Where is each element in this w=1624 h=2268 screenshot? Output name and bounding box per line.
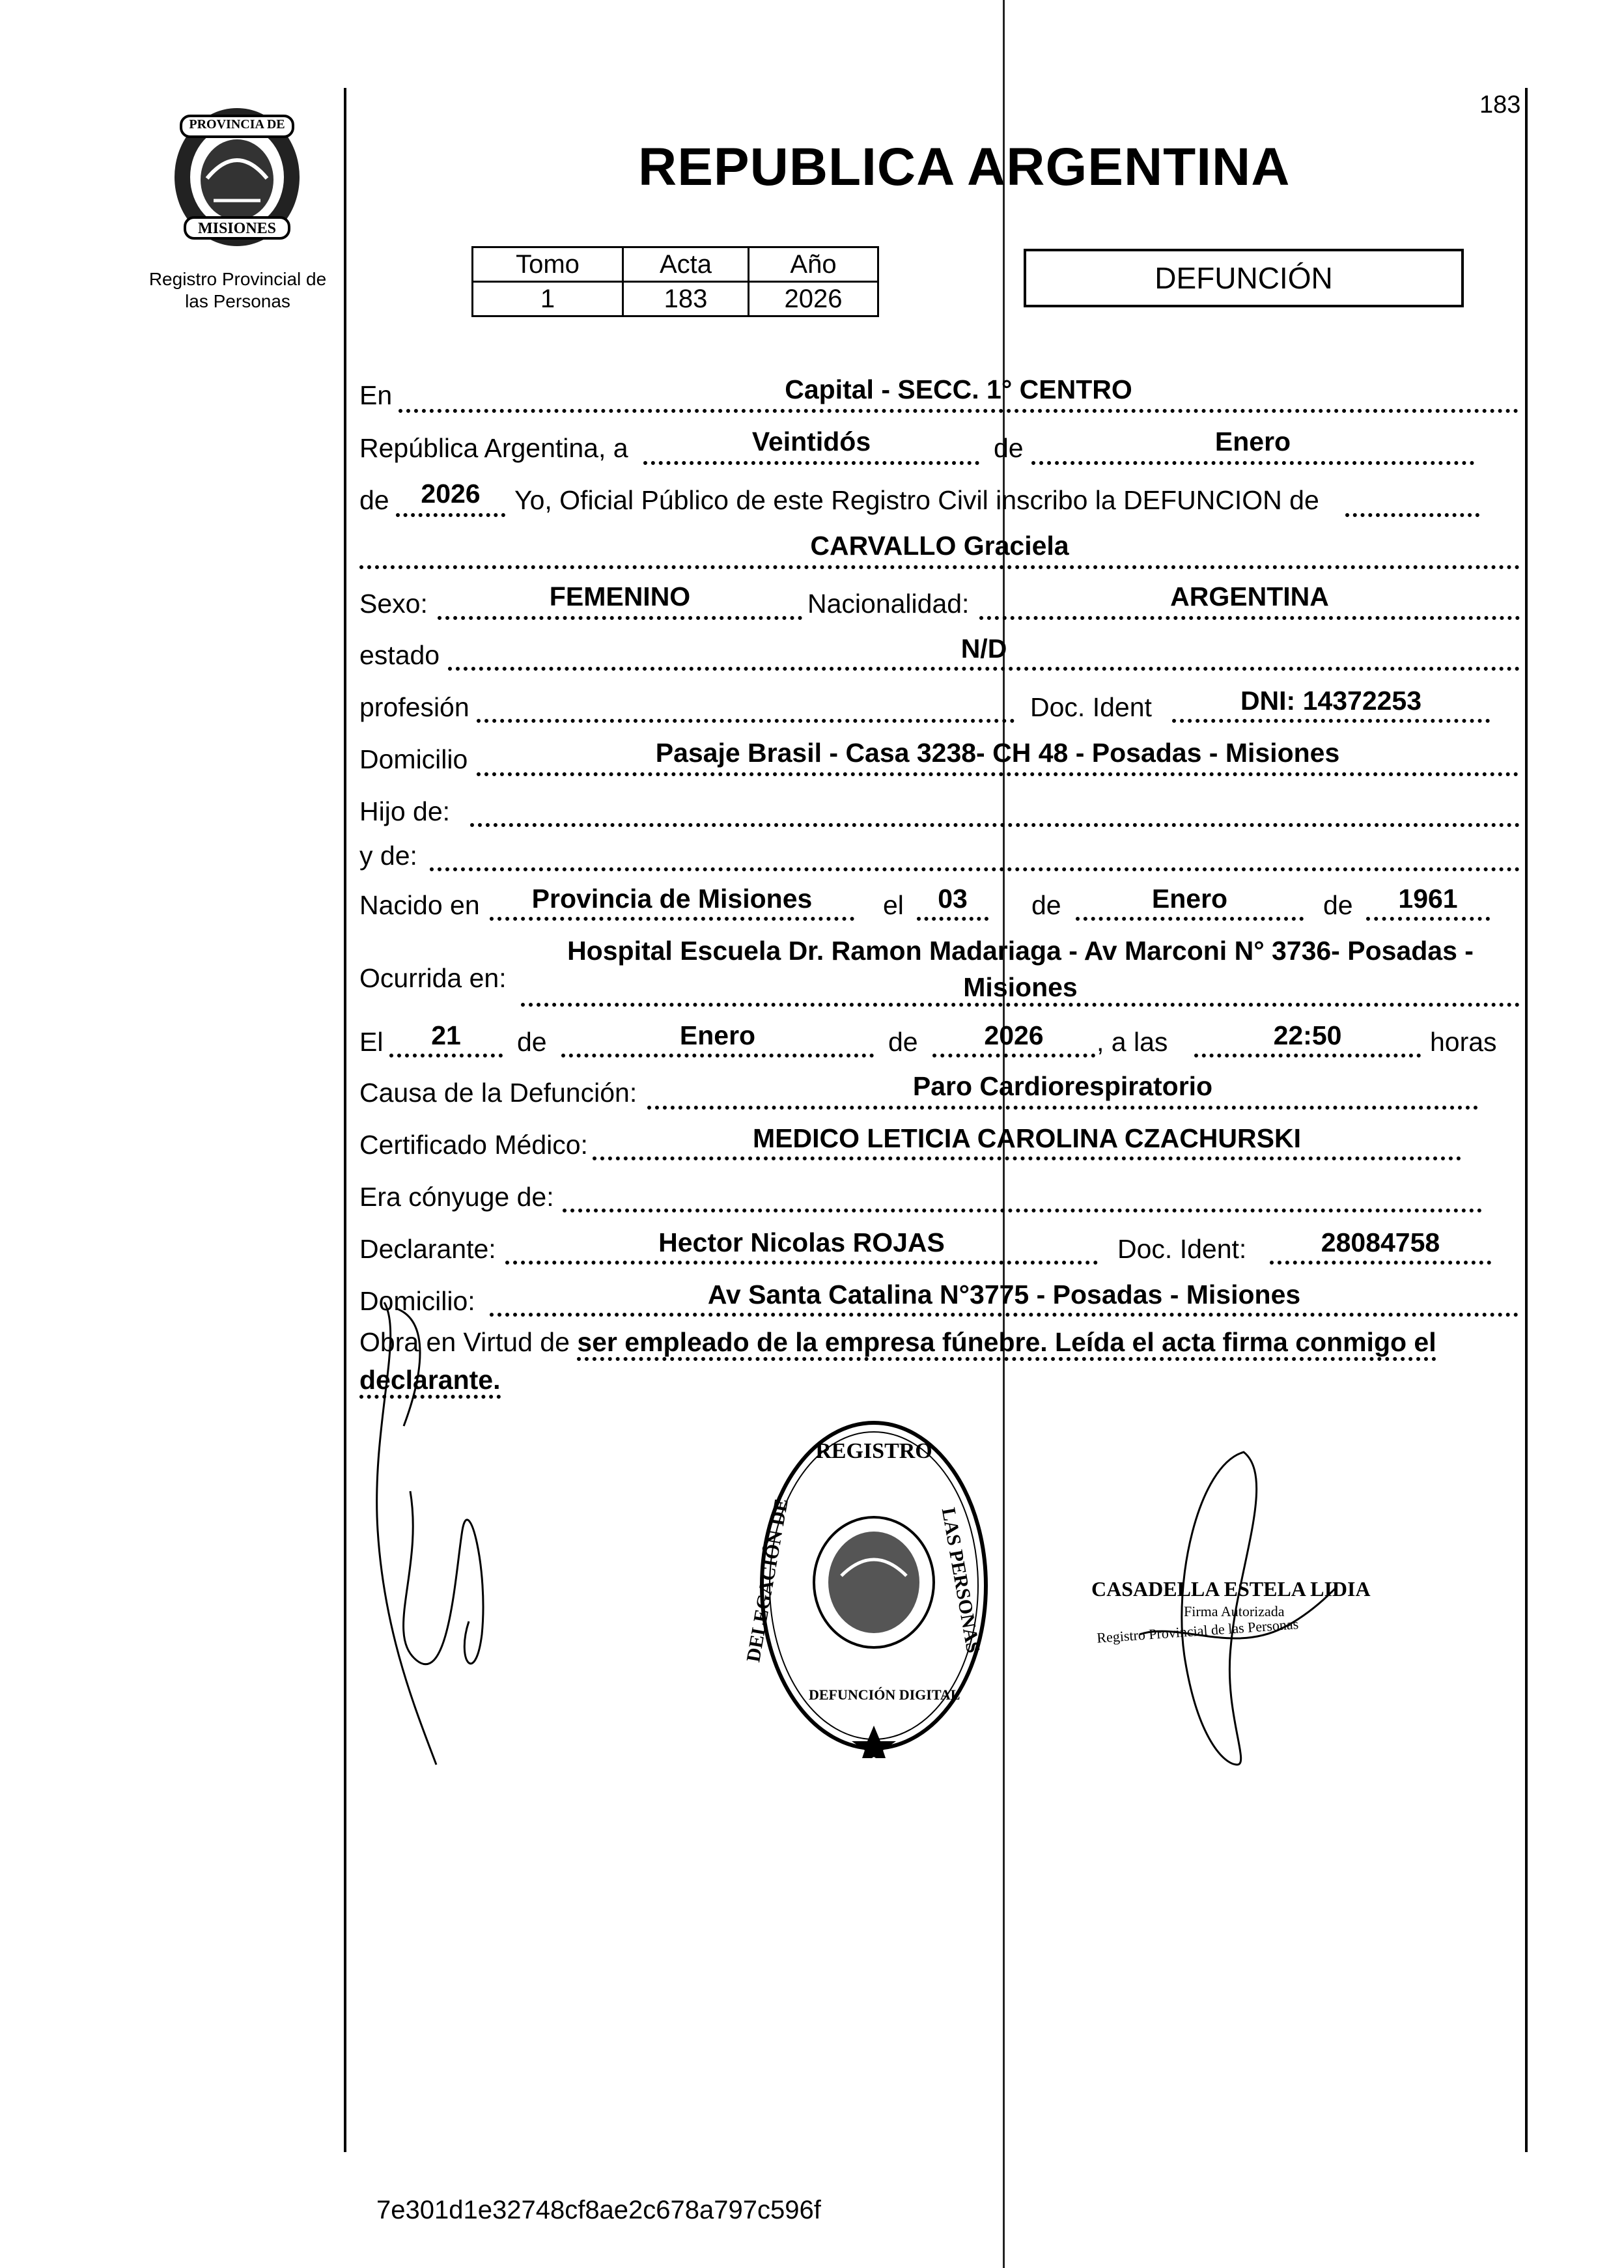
doc-ident-dots [1172,719,1490,723]
birth-month-dots [1076,917,1304,921]
nacido-value: Provincia de Misiones [531,884,813,914]
de-label-1: de [994,433,1024,463]
sexo-label: Sexo: [359,589,428,619]
ocurrida-line2: Misiones [963,972,1078,1002]
hijo-dots [470,823,1520,827]
year-value: 2026 [421,479,481,509]
birth-month: Enero [1151,884,1228,914]
certificado-dots [593,1156,1461,1160]
de-label-4: de [1323,890,1353,920]
birth-day: 03 [938,884,968,914]
right-border-line [1525,88,1528,2152]
ref-header-acta: Acta [623,247,749,282]
obra-value: ser empleado de la empresa fúnebre. Leída el acta firma conmigo el declarante. [359,1327,1436,1399]
birth-year: 1961 [1398,884,1458,914]
seal-text-right: LAS PERSONAS [937,1505,985,1655]
certificado-value: MEDICO LETICIA CAROLINA CZACHURSKI [753,1123,1301,1153]
death-year-dots [932,1054,1095,1057]
domicilio2-label: Domicilio: [359,1286,475,1316]
domicilio2-value: Av Santa Catalina N°3775 - Posadas - Misiones [707,1280,1301,1309]
birth-day-dots [917,917,988,921]
day-value: Veintidós [751,427,871,456]
death-month-dots [561,1054,874,1057]
death-day-dots [389,1054,503,1057]
obra-prefix: Obra en Virtud de [359,1327,570,1357]
official-stamp-line3: Registro Provincial de las Personas [1096,1616,1299,1646]
day-dots [643,461,979,465]
seal-text-bottom: DEFUNCIÓN DIGITAL [809,1687,960,1703]
nacionalidad-value: ARGENTINA [1170,581,1329,611]
nacionalidad-dots [979,616,1520,620]
year-dots [396,513,505,517]
sexo-value: FEMENINO [549,581,691,611]
emblem-text-top: PROVINCIA DE [189,117,285,132]
document-type-box [1024,249,1464,307]
reference-table [471,246,879,317]
registry-label [130,268,345,312]
ref-value-acta: 183 [623,282,749,316]
doc-ident-label: Doc. Ident [1030,692,1152,722]
hijo-label: Hijo de: [359,796,451,826]
document-hash: 7e301d1e32748cf8ae2c678a797c596f [376,2196,821,2224]
ocurrida-label: Ocurrida en: [359,963,507,993]
official-stamp-line2: Firma Autorizada [1184,1603,1285,1619]
causa-value: Paro Cardiorespiratorio [912,1071,1213,1101]
left-border-line [344,88,346,2152]
profesion-dots [477,719,1015,723]
document-title: REPUBLICA ARGENTINA [638,137,1291,197]
estado-dots [448,667,1520,671]
declarante-value: Hector Nicolas ROJAS [658,1227,945,1257]
official-seal [742,1413,991,1758]
en-value: Capital - SECC. 1° CENTRO [785,374,1132,404]
certificado-label: Certificado Médico: [359,1130,588,1160]
estado-label: estado [359,640,440,670]
domicilio-label: Domicilio [359,744,468,774]
nacido-dots [490,917,854,921]
name-dots [359,565,1520,569]
death-time-dots [1194,1054,1421,1057]
provincial-emblem [168,103,306,251]
ref-value-anio: 2026 [749,282,878,316]
doc-ident2-dots [1270,1261,1491,1265]
doc-ident2-label: Doc. Ident: [1117,1234,1247,1264]
republica-label: República Argentina, a [359,433,628,463]
alas-label: , a las [1097,1027,1168,1057]
deceased-name: CARVALLO Graciela [810,531,1069,561]
registry-label-line2: las Personas [185,290,290,311]
seal-text-top: REGISTRO [815,1439,932,1463]
nacido-label: Nacido en [359,890,480,920]
domicilio2-dots [490,1313,1519,1317]
el-cap-label: El [359,1027,384,1057]
emblem-text-bottom: MISIONES [197,220,277,237]
ocurrida-line1: Hospital Escuela Dr. Ramon Madariaga - Av Marconi N° 3736- Posadas - [567,936,1474,966]
doc-ident-value: DNI: 14372253 [1240,686,1422,716]
sexo-dots [438,616,802,620]
month-dots [1031,461,1474,465]
ref-header-tomo: Tomo [473,247,623,282]
birth-year-dots [1366,917,1490,921]
conyuge-dots [563,1209,1482,1212]
official-stamp-name: CASADELLA ESTELA LIDIA [1091,1577,1371,1601]
de-label-6: de [888,1027,918,1057]
horas-label: horas [1430,1027,1497,1057]
yo-text: Yo, Oficial Público de este Registro Civil inscribo la DEFUNCION de [514,485,1319,515]
doc-ident2-value: 28084758 [1321,1227,1440,1257]
nacionalidad-label: Nacionalidad: [807,589,970,619]
el-label: el [883,890,904,920]
declarante-dots [505,1261,1098,1265]
death-time: 22:50 [1273,1020,1342,1050]
de-label-5: de [517,1027,547,1057]
declarant-signature [358,1296,514,1784]
document-type: DEFUNCIÓN [1155,261,1333,295]
yo-dots [1345,513,1479,517]
de-label-2: de [359,485,389,515]
death-day: 21 [431,1020,461,1050]
domicilio-value: Pasaje Brasil - Casa 3238- CH 48 - Posadas - Misiones [655,738,1340,768]
death-year: 2026 [984,1020,1044,1050]
de-label-3: de [1031,890,1061,920]
registry-label-line1: Registro Provincial de [148,269,327,289]
ocurrida-dots [521,1003,1520,1007]
estado-value: N/D [960,634,1007,664]
en-label: En [359,380,393,410]
page-number: 183 [1479,91,1521,119]
domicilio-dots [477,772,1519,776]
causa-dots [647,1106,1478,1110]
seal-text-left: DELEGACIÓN DE [742,1496,792,1664]
en-dots [399,409,1519,413]
conyuge-label: Era cónyuge de: [359,1182,554,1212]
month-value: Enero [1214,427,1291,456]
declarante-label: Declarante: [359,1234,496,1264]
ref-value-tomo: 1 [473,282,623,316]
obra-paragraph [359,1323,1512,1399]
profesion-label: profesión [359,692,469,722]
yde-dots [430,867,1520,871]
causa-label: Causa de la Defunción: [359,1078,637,1108]
death-month: Enero [679,1020,756,1050]
ref-header-anio: Año [749,247,878,282]
yde-label: y de: [359,841,417,871]
